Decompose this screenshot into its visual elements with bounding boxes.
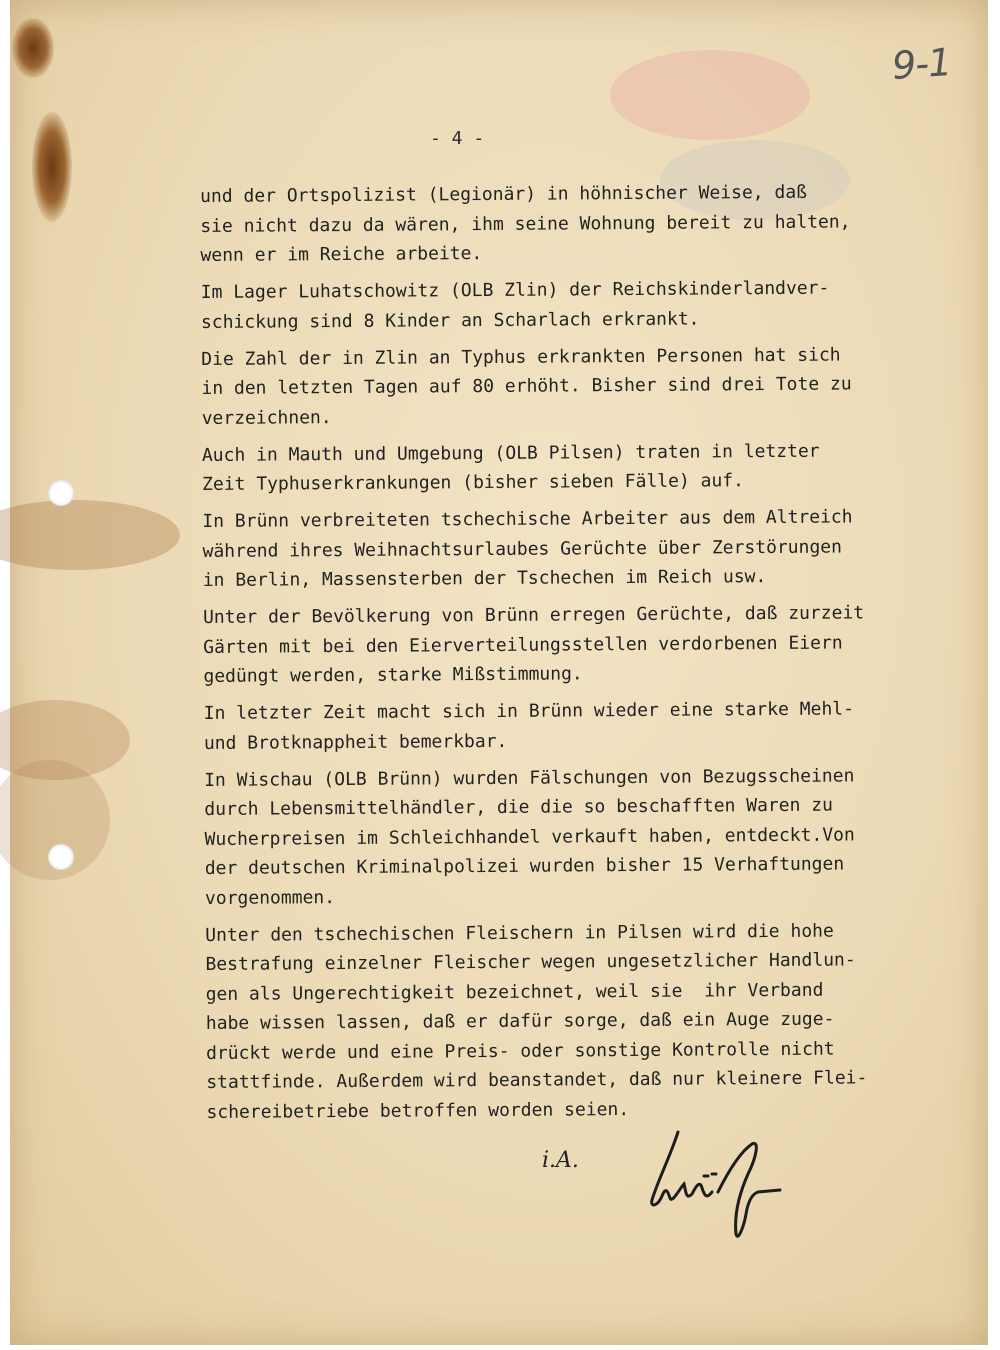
text-line: Zeit Typhuserkrankungen (bisher sieben Fälle) auf. xyxy=(202,470,745,495)
text-line: gedüngt werden, starke Mißstimmung. xyxy=(203,663,583,687)
text-line: Wucherpreisen im Schleichhandel verkauft haben, entdeckt.Von xyxy=(204,823,855,850)
text-line: sie nicht dazu da wären, ihm seine Wohnung bereit zu halten, xyxy=(200,210,851,237)
handwritten-signature xyxy=(640,1122,790,1247)
paragraph xyxy=(200,177,931,271)
paragraph xyxy=(201,273,931,337)
text-line: In Brünn verbreiteten tschechische Arbeiter aus dem Altreich xyxy=(202,506,853,532)
text-line: Im Lager Luhatschowitz (OLB Zlin) der Reichskinderlandver- xyxy=(200,277,830,303)
text-line: habe wissen lassen, daß er dafür sorge, daß ein Auge zuge- xyxy=(205,1008,835,1034)
text-line: verzeichnen. xyxy=(201,406,332,429)
text-line: Auch in Mauth und Umgebung (OLB Pilsen) traten in letzter xyxy=(201,440,820,466)
text-line: schereibetriebe betroffen worden seien. xyxy=(206,1098,630,1123)
initials-ia: i.A. xyxy=(542,1148,579,1173)
text-line: während ihres Weihnachtsurlaubes Gerüchte über Zerstörungen xyxy=(202,536,843,562)
text-line: vorgenommen. xyxy=(204,886,336,909)
paper-stain xyxy=(0,500,180,570)
text-line: Bestrafung einzelner Fleischer wegen ungesetzlicher Handlun- xyxy=(205,949,856,975)
page-number: - 4 - xyxy=(430,128,485,149)
text-line: gen als Ungerechtigkeit bezeichnet, weil sie ihr Verband xyxy=(205,979,824,1005)
folio-number: 9-1 xyxy=(890,39,953,89)
text-line: und Brotknappheit bemerkbar. xyxy=(203,730,508,754)
paragraph xyxy=(205,915,936,1127)
document-body xyxy=(200,177,937,1135)
text-line: durch Lebensmittelhändler, die die so beschafften Waren zu xyxy=(204,794,833,820)
text-line: stattfinde. Außerdem wird beanstandet, daß nur kleinere Flei- xyxy=(206,1067,868,1093)
paragraph xyxy=(202,435,932,499)
text-line: drückt werde und eine Preis- oder sonstige Kontrolle nicht xyxy=(206,1038,835,1064)
text-line: In letzter Zeit macht sich in Brünn wieder eine starke Mehl- xyxy=(203,698,854,724)
punch-hole xyxy=(48,844,74,870)
burn-mark xyxy=(32,112,72,222)
paragraph xyxy=(204,760,935,913)
text-line: wenn er im Reiche arbeite. xyxy=(200,243,483,266)
text-line: Unter der Bevölkerung von Brünn erregen Gerüchte, daß zurzeit xyxy=(202,602,865,628)
paragraph xyxy=(201,339,932,433)
burn-mark xyxy=(12,18,54,78)
text-line: Die Zahl der in Zlin an Typhus erkrankten Personen hat sich xyxy=(201,344,841,370)
text-line: In Wischau (OLB Brünn) wurden Fälschungen von Bezugsscheinen xyxy=(204,764,855,791)
paper-stain xyxy=(610,50,810,140)
paragraph xyxy=(202,502,933,596)
text-line: und der Ortspolizist (Legionär) in höhnischer Weise, daß xyxy=(200,181,808,207)
text-line: Unter den tschechischen Fleischern in Pilsen wird die hohe xyxy=(205,920,834,946)
punch-hole xyxy=(48,480,74,506)
text-line: der deutschen Kriminalpolizei wurden bisher 15 Verhaftungen xyxy=(204,853,845,879)
text-line: schickung sind 8 Kinder an Scharlach erkrankt. xyxy=(200,308,700,333)
paragraph xyxy=(204,694,934,758)
text-line: Gärten mit bei den Eierverteilungsstellen verdorbenen Eiern xyxy=(203,632,843,658)
text-line: in den letzten Tagen auf 80 erhöht. Bisher sind drei Tote zu xyxy=(201,373,852,399)
paragraph xyxy=(203,598,934,692)
text-line: in Berlin, Massensterben der Tschechen im Reich usw. xyxy=(202,566,767,591)
